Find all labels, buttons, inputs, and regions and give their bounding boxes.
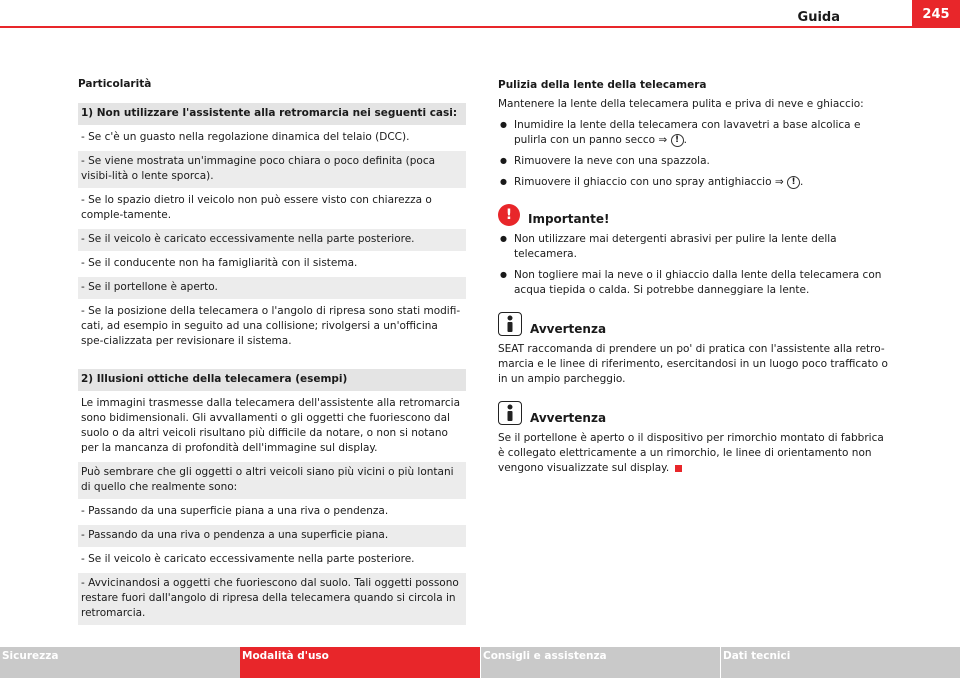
table-row: - Se lo spazio dietro il veicolo non può essere visto con chiarezza o comple-tamente. xyxy=(81,194,432,221)
table-row: - Passando da una superficie piana a una riva o pendenza. xyxy=(81,505,389,517)
table-row: - Se il veicolo è caricato eccessivamente nella parte posteriore. xyxy=(78,229,466,251)
table-row: - Se la posizione della telecamera o l'angolo di ripresa sono stati modifi-cati, ad esempio in seguito ad una collisione; rivolgersi a un'officina spe-cializzata per revisionare il sistema. xyxy=(81,305,461,347)
important-item: ● Non utilizzare mai detergenti abrasivi per pulire la lente della telecamera. xyxy=(498,232,888,262)
table-row: Le immagini trasmesse dalla telecamera dell'assistente alla retromarcia sono bidimensionali. Gli avvallamenti o gli oggetti che fuoriescono dal suolo o da altri veicoli risultano più difficile da notare, o non si notano per la mancanza di profondità dell'immagine sul display. xyxy=(81,397,461,454)
cleaning-step-suffix: . xyxy=(683,134,687,146)
note-title: Avvertenza xyxy=(530,411,607,425)
note-header xyxy=(498,401,888,425)
tab-modalita-uso[interactable]: Modalità d'uso xyxy=(240,647,480,678)
table-row: Può sembrare che gli oggetti o altri veicoli siano più vicini o più lontani di quello che realmente sono: xyxy=(78,462,466,499)
page-number: 245 xyxy=(912,0,960,27)
table-row: - Avvicinandosi a oggetti che fuoriescono dal suolo. Tali oggetti possono restare fuori dall'angolo di ripresa della telecamera quando si circola in retromarcia. xyxy=(78,573,466,625)
page-title: Guida xyxy=(797,10,840,25)
table-row: - Passando da una riva o pendenza a una superficie piana. xyxy=(78,525,466,547)
cleaning-step xyxy=(498,175,888,190)
table-row: - Se il portellone è aperto. xyxy=(78,277,466,299)
right-column xyxy=(498,78,888,482)
table-row: - Se il veicolo è caricato eccessivamente nella parte posteriore. xyxy=(81,553,415,565)
table-heading: 1) Non utilizzare l'assistente alla retromarcia nei seguenti casi: xyxy=(78,103,466,125)
important-item: ● Non togliere mai la neve o il ghiaccio dalla lente della telecamera con acqua tiepida o calda. Si potrebbe danneggiare la lente. xyxy=(498,268,888,298)
cleaning-step-text: Rimuovere la neve con una spazzola. xyxy=(514,155,710,167)
important-header xyxy=(498,204,888,226)
table-row: - Se viene mostrata un'immagine poco chiara o poco definita (poca visibi-lità o lente sporca). xyxy=(78,151,466,188)
note-header xyxy=(498,312,888,336)
footnote-table-1 xyxy=(78,103,466,353)
note-text-container xyxy=(498,431,888,476)
cleaning-intro: Mantenere la lente della telecamera pulita e priva di neve e ghiaccio: xyxy=(498,98,864,110)
table-row: - Se c'è un guasto nella regolazione dinamica del telaio (DCC). xyxy=(81,131,410,143)
tab-dati-tecnici[interactable]: Dati tecnici xyxy=(720,647,960,678)
cleaning-step-text: Rimuovere il ghiaccio con uno spray antighiaccio ⇒ xyxy=(514,176,784,188)
left-column xyxy=(78,78,466,627)
tab-sicurezza[interactable]: Sicurezza xyxy=(0,647,240,678)
table-row: - Se il conducente non ha famigliarità con il sistema. xyxy=(81,257,358,269)
cleaning-step xyxy=(498,118,888,148)
exclamation-circle-icon: ! xyxy=(498,204,520,226)
header-rule xyxy=(0,26,960,28)
end-marker-icon xyxy=(675,465,682,472)
cleaning-step-suffix: . xyxy=(800,176,804,188)
section-title: Particolarità xyxy=(78,78,152,90)
warning-circle-icon[interactable]: ! xyxy=(787,176,800,189)
cleaning-step-text: Inumidire la lente della telecamera con lavavetri a base alcolica e pulirla con un panno secco ⇒ xyxy=(514,119,861,146)
footer-nav xyxy=(0,647,960,678)
warning-circle-icon[interactable]: ! xyxy=(671,134,684,147)
cleaning-step xyxy=(498,154,888,169)
tab-consigli-assistenza[interactable]: Consigli e assistenza xyxy=(480,647,720,678)
info-person-icon xyxy=(498,401,522,425)
info-person-icon xyxy=(498,312,522,336)
important-title: Importante! xyxy=(528,212,610,226)
note-title: Avvertenza xyxy=(530,322,607,336)
footnote-table-2 xyxy=(78,369,466,625)
note-text: Se il portellone è aperto o il dispositivo per rimorchio montato di fabbrica è collegato elettricamente a un rimorchio, le linee di orientamento non vengono visualizzate sul display. xyxy=(498,432,884,474)
cleaning-title: Pulizia della lente della telecamera xyxy=(498,79,707,91)
table-heading: 2) Illusioni ottiche della telecamera (esempi) xyxy=(78,369,466,391)
note-text: SEAT raccomanda di prendere un po' di pratica con l'assistente alla retro-marcia e le linee di riferimento, esercitandosi in un luogo poco trafficato o in un ampio parcheggio. xyxy=(498,343,888,385)
